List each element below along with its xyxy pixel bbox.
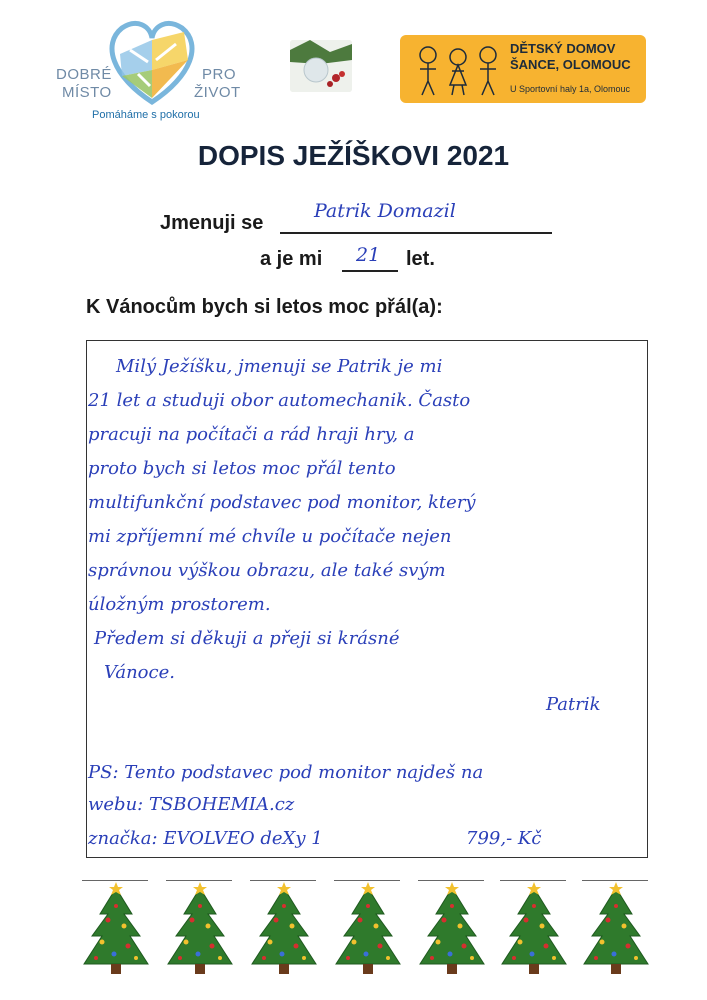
age-value: 21 bbox=[356, 244, 381, 266]
age-label: a je mi bbox=[260, 248, 323, 270]
age-field bbox=[342, 240, 398, 272]
letter-line: 21 let a studuji obor automechanik. Často bbox=[88, 390, 471, 411]
christmas-ornament-photo bbox=[290, 40, 352, 92]
name-value: Patrik Domazil bbox=[314, 200, 456, 222]
letter-line: správnou výškou obrazu, ale také svým bbox=[88, 560, 446, 581]
christmas-tree-icon bbox=[494, 880, 574, 980]
christmas-tree-icon bbox=[76, 880, 156, 980]
ps-line: webu: TSBOHEMIA.cz bbox=[88, 794, 295, 815]
christmas-tree-icon bbox=[412, 880, 492, 980]
dobre-misto-logo bbox=[52, 14, 262, 132]
wish-label: K Vánocům bych si letos moc přál(a): bbox=[86, 296, 443, 318]
letter-line: mi zpříjemní mé chvíle u počítače nejen bbox=[88, 526, 452, 547]
letter-line: pracuji na počítači a rád hraji hry, a bbox=[88, 424, 415, 445]
page-title: DOPIS JEŽÍŠKOVI 2021 bbox=[197, 140, 510, 171]
age-suffix: let. bbox=[406, 248, 435, 270]
name-label: Jmenuji se bbox=[160, 212, 264, 234]
christmas-tree-icon bbox=[328, 880, 408, 980]
badge-title bbox=[510, 41, 631, 73]
logo-word-misto: MÍSTO bbox=[62, 84, 112, 101]
logo-word-pro: PRO bbox=[202, 66, 237, 83]
signature: Patrik bbox=[546, 694, 601, 715]
logo-tagline: Pomáháme s pokorou bbox=[92, 109, 200, 121]
badge-address: U Sportovní haly 1a, Olomouc bbox=[510, 84, 631, 94]
christmas-tree-icon bbox=[576, 880, 656, 980]
letter-line: proto bych si letos moc přál tento bbox=[88, 458, 396, 479]
badge-title-line2: ŠANCE, OLOMOUC bbox=[510, 57, 631, 72]
letter-line: Milý Ježíšku, jmenuji se Patrik je mi bbox=[116, 356, 443, 377]
christmas-tree-icon bbox=[160, 880, 240, 980]
detsky-domov-badge bbox=[400, 35, 646, 103]
letter-line: Vánoce. bbox=[104, 662, 175, 683]
letter-line: Předem si děkuji a přeji si krásné bbox=[94, 628, 400, 649]
logo-word-zivot: ŽIVOT bbox=[194, 84, 241, 101]
ps-line: značka: EVOLVEO deXy 1 bbox=[88, 828, 323, 849]
logo-word-dobre: DOBRÉ bbox=[56, 66, 112, 83]
price: 799,- Kč bbox=[466, 828, 542, 849]
badge-title-line1: DĚTSKÝ DOMOV bbox=[510, 41, 616, 56]
children-drawing-icon bbox=[408, 39, 508, 99]
christmas-tree-icon bbox=[244, 880, 324, 980]
name-field bbox=[280, 196, 552, 234]
letter-line: multifunkční podstavec pod monitor, který bbox=[88, 492, 476, 513]
ps-line: PS: Tento podstavec pod monitor najdeš na bbox=[88, 762, 484, 783]
letter-line: úložným prostorem. bbox=[88, 594, 271, 615]
